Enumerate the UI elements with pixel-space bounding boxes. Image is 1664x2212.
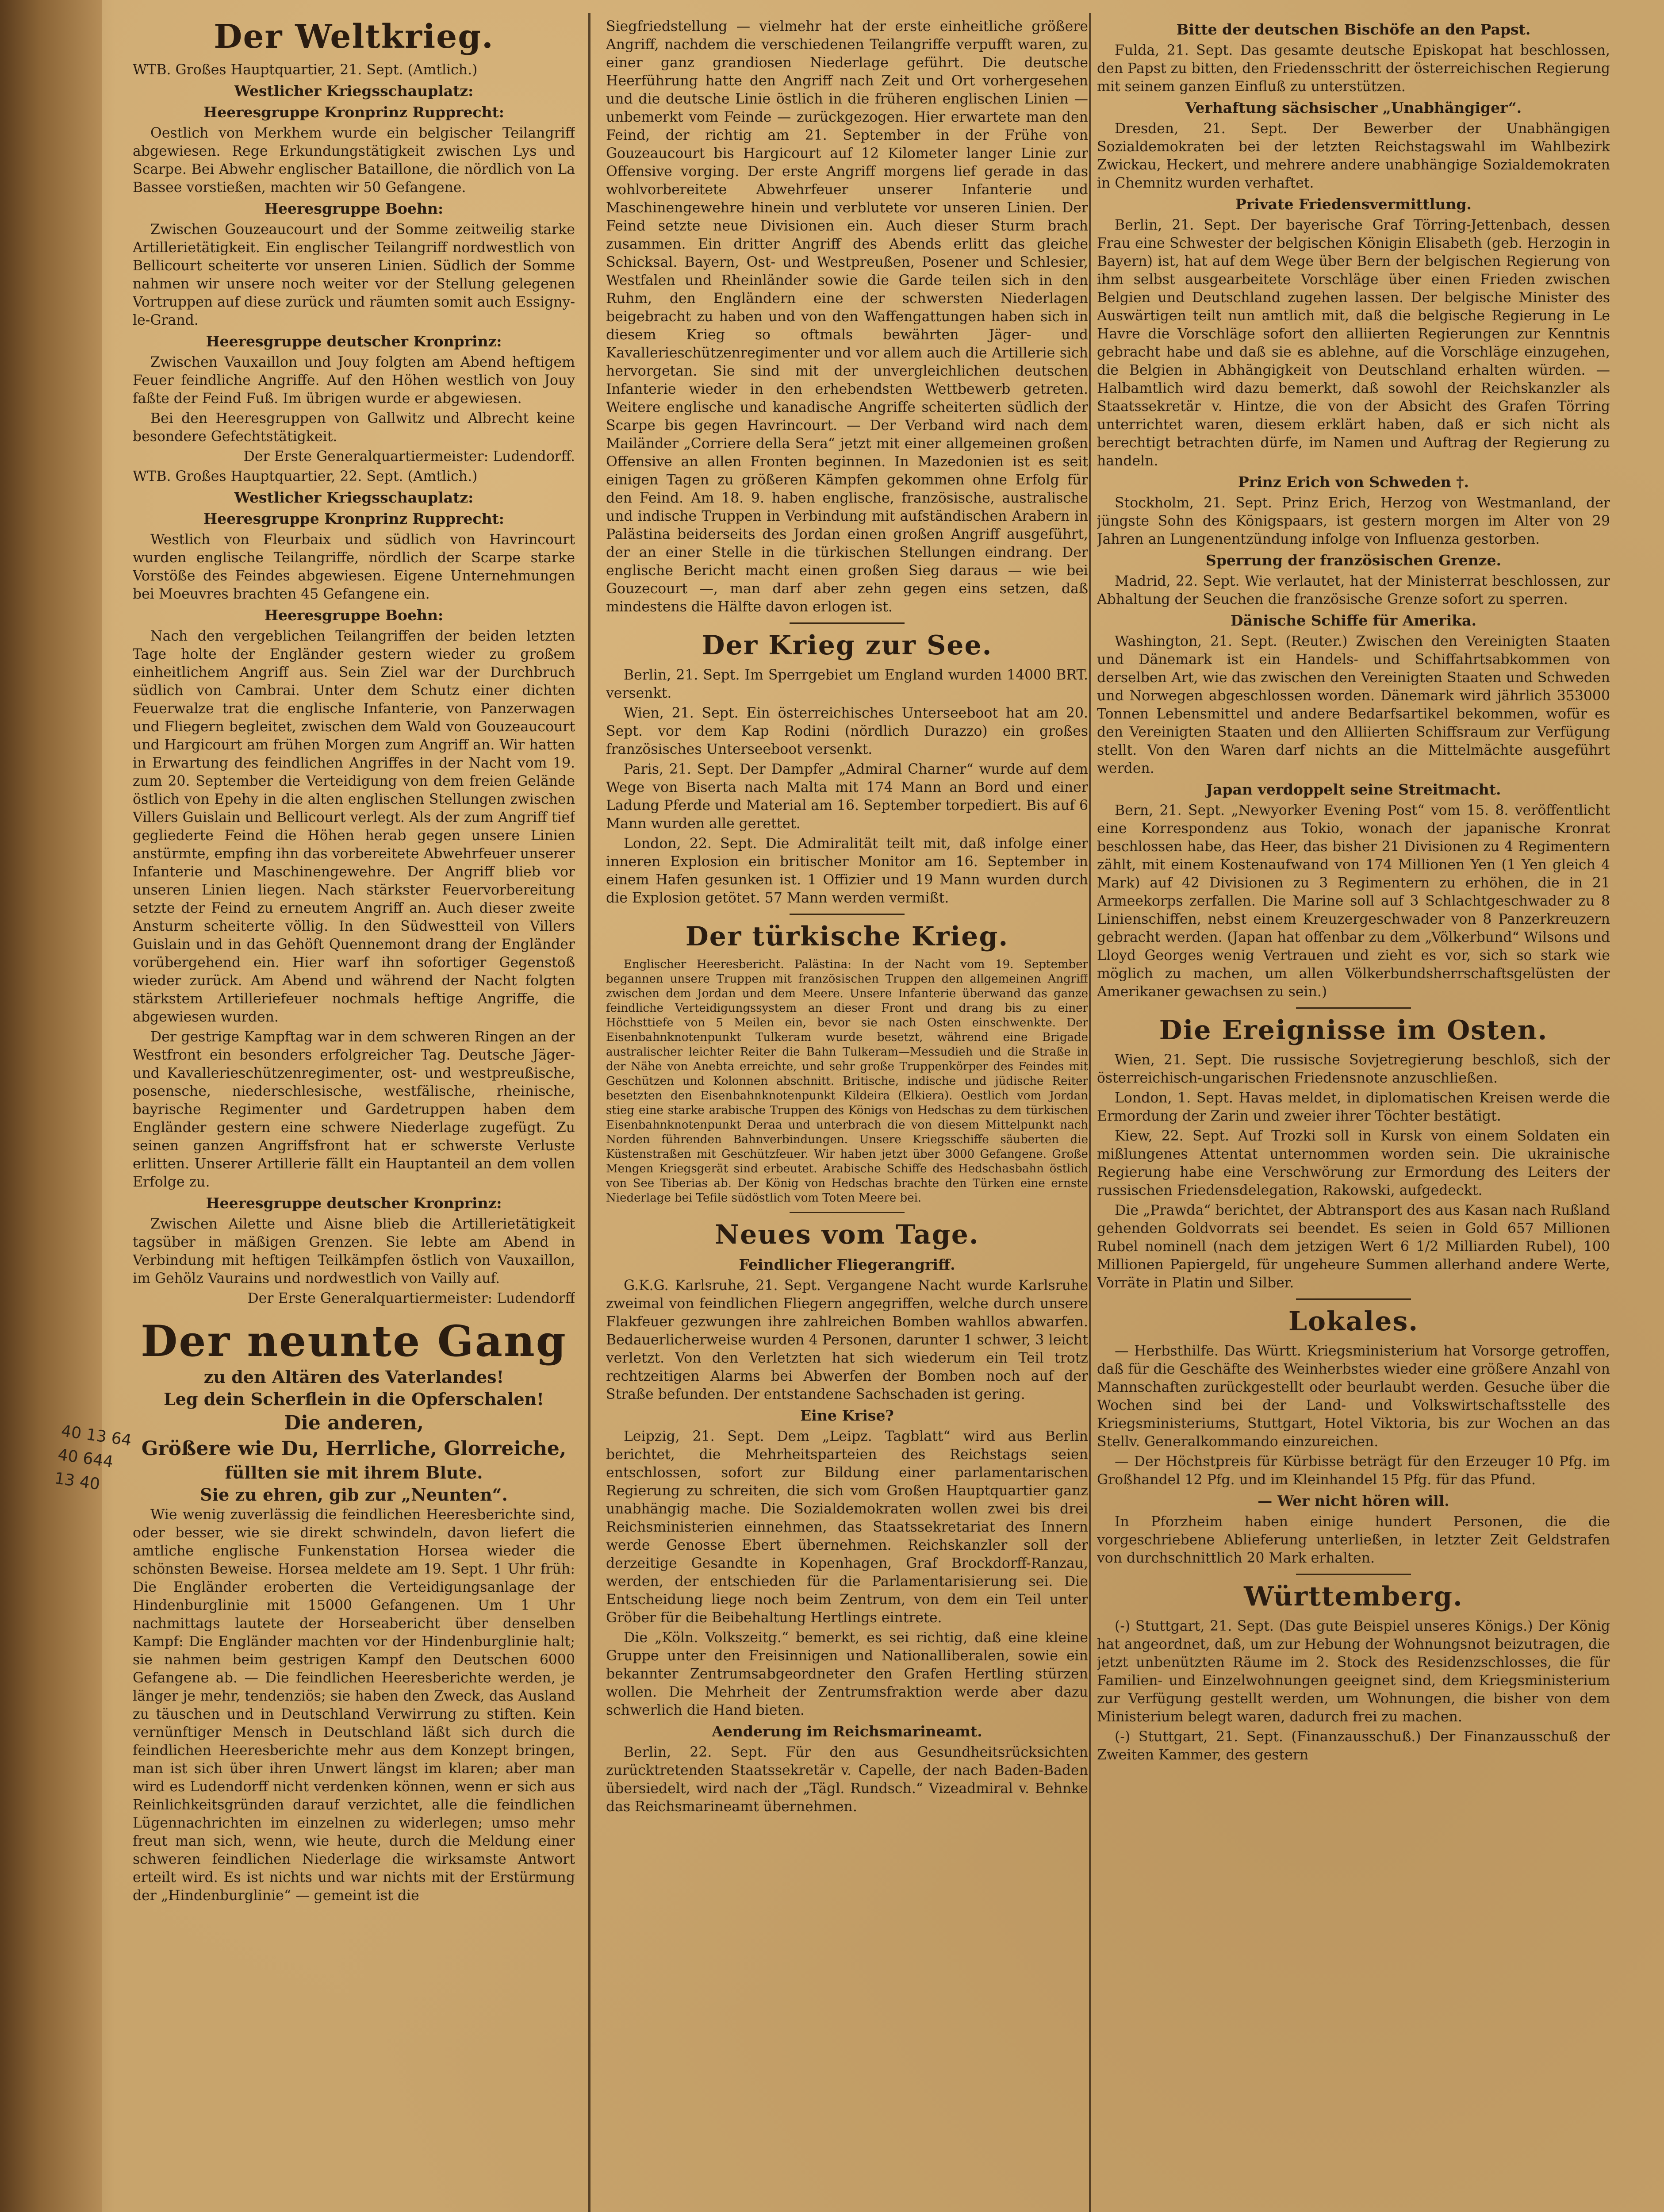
theater-heading: Westlicher Kriegsschauplatz: (234, 489, 474, 506)
army-group-heading: Heeresgruppe deutscher Kronprinz: (206, 333, 502, 350)
article-paragraph: Die „Köln. Volkszeitg.“ bemerkt, es sei richtig, daß eine kleine Gruppe unter den Freisinnigen und Nationalliberalen, sowie ein bekannter Zentrumsabgeordneter den Grafen Hertling stürzen wollen. Die Mehrheit der Zentrumsfraktion werde aber dazu schwerlich die Hand bieten. (606, 1630, 1088, 1718)
column-rule (588, 13, 590, 2212)
article-heading: Japan verdoppelt seine Streitmacht. (1206, 781, 1501, 798)
article-paragraph: London, 1. Sept. Havas meldet, in diplomatischen Kreisen werde die Ermordung der Zarin und zweier ihrer Töchter bestätigt. (1097, 1090, 1610, 1124)
article-paragraph: (-) Stuttgart, 21. Sept. (Das gute Beispiel unseres Königs.) Der König hat angeordnet, daß, um zur Hebung der Wohnungsnot beizutragen, die jetzt unbenützten Räume im 2. Stock des Residenzschlosses, die für Familien- und Einzelwohnungen geeignet sind, dem Kriegsministerium zur Verfügung gestellt werden, um Wohnungen, die bisher von dem Ministerium belegt waren, dadurch frei zu machen. (1097, 1618, 1610, 1725)
article-paragraph: Oestlich von Merkhem wurde ein belgischer Teilangriff abgewiesen. Rege Erkundungstätigkeit zwischen Lys und Scarpe. Bei Abwehr englischer Bataillone, die nördlich von La Bassee vorstießen, machten wir 50 Gefangene. (133, 125, 575, 196)
appeal-line: Leg dein Scherflein in die Opferschalen! (164, 1389, 544, 1409)
article-paragraph: Nach den vergeblichen Teilangriffen der beiden letzten Tage holte der Engländer gestern wieder zu großem einheitlichem Angriff aus. Sein Ziel war der Durchbruch südlich von Cambrai. Unter dem Schutz einer dichten Feuerwalze trat die englische Infanterie, von Panzerwagen und Fliegern begleitet, zwischen dem Wald von Gouzeaucourt und Hargicourt am frühen Morgen zum Angriff an. Wir hatten in Erwartung des feindlichen Angriffes in der Nacht vom 19. zum 20. September die Verteidigung von dem freien Gelände östlich von Epehy in die alten englischen Stellungen zwischen Villers Guislain und Bellicourt verlegt. Als der zum Angriff tief gegliederte Feind die Höhen herab gegen unsere Linien anstürmte, empfing ihn das vorbereitete Abwehrfeuer unserer Infanterie und Maschinengewehre. Der Angriff blieb vor unseren Linien liegen. Nach stärkster Feuervorbereitung setzte der Feind zu erneutem Angriff an. Auch dieser zweite Ansturm scheiterte völlig. In den Südwestteil von Villers Guislain und in das Gehöft Quennemont drang der Engländer vorübergehend ein. Hier warf ihn sofortiger Gegenstoß wieder zurück. Am Abend und während der Nacht folgten stärkstem Artilleriefeuer nochmals heftige Angriffe, die abgewiesen wurden. (133, 628, 575, 1025)
divider (790, 1212, 905, 1213)
article-paragraph: Stockholm, 21. Sept. Prinz Erich, Herzog von Westmanland, der jüngste Sohn des Königspaars, ist gestern morgen im Alter von 29 Jahren an Lungenentzündung infolge von Influenza gestorben. (1097, 495, 1610, 547)
section-title-tage: Neues vom Tage. (715, 1219, 979, 1250)
appeal-line: füllten sie mit ihrem Blute. (225, 1463, 483, 1482)
appeal-line: Sie zu ehren, gib zur „Neunten“. (200, 1485, 508, 1505)
article-paragraph: Berlin, 22. Sept. Für den aus Gesundheitsrücksichten zurücktretenden Staatssekretär v. Capelle, der nach Baden-Baden übersiedelt, wird nach der „Tägl. Rundsch.“ Vizeadmiral v. Behnke das Reichsmarineamt übernehmen. (606, 1744, 1088, 1815)
appeal-title: Der neunte Gang (141, 1316, 567, 1366)
article-heading: Prinz Erich von Schweden †. (1238, 473, 1469, 491)
section-title-weltkrieg: Der Weltkrieg. (214, 18, 494, 56)
article-paragraph: Berlin, 21. Sept. Der bayerische Graf Törring-Jettenbach, dessen Frau eine Schwester der belgischen Königin Elisabeth (geb. Herzogin in Bayern) ist, hat auf dem Wege über Bern der belgischen Regierung von ihm selbst ausgearbeitete Vorschläge über einen Frieden zwischen Belgien und Deutschland zugehen lassen. Der belgische Minister des Auswärtigen teilt nun amtlich mit, daß die belgische Regierung in Le Havre die Vorschläge sofort den alliierten Regierungen zur Kenntnis gebracht habe und daß sie es ablehne, auf die Vorschläge einzugehen, die Belgien in Abhängigkeit von Deutschland erhalten würden. — Halbamtlich wird dazu bemerkt, daß sowohl der Reichskanzler als Staatssekretär v. Hintze, die von der Absicht des Grafen Törring unterrichtet waren, diesem erklärt haben, daß er sich nicht als berechtigt betrachten dürfe, im Namen und Auftrag der Regierung zu handeln. (1097, 217, 1610, 469)
army-group-heading: Heeresgruppe Kronprinz Rupprecht: (203, 104, 504, 121)
article-paragraph: Paris, 21. Sept. Der Dampfer „Admiral Charner“ wurde auf dem Wege von Biserta nach Malta mit 174 Mann an Bord und einer Ladung Pferde und Material am 16. September torpediert. Bis auf 6 Mann wurden alle gerettet. (606, 761, 1088, 832)
article-paragraph: Siegfriedstellung — vielmehr hat der erste einheitliche größere Angriff, nachdem die verschiedenen Teilangriffe verpufft waren, zu einer ganz grandiosen Niederlage geführt. Die deutsche Heerführung hatte den Angriff nach Zeit und Ort vorhergesehen und die deutsche Linie östlich in die früheren englischen Linien — unbemerkt vom Feinde — zurückgezogen. Hier erwartete man den Feind, der richtig am 21. September in der Frühe von Gouzeaucourt bis Hargicourt auf 12 Kilometer langer Linie zur Offensive vorging. Der erste Angriff morgens lief gerade in das wohlvorbereitete Abwehrfeuer unserer Infanterie und Maschinengewehre hinein und verblutete vor unseren Linien. Der Feind setzte neue Divisionen ein. Auch dieser Sturm brach zusammen. Ein dritter Angriff des Abends erlitt das gleiche Schicksal. Bayern, Ost- und Westpreußen, Posener und Schlesier, Westfalen und Rheinländer sowie die Garde teilen sich in den Ruhm, den Engländern eine der schwersten Niederlagen beigebracht zu haben und von den Waffengattungen haben sich in diesem Krieg so oftmals bewährten Jäger- und Kavallerieschützenregimenter und vor allem auch die Artillerie sich hervorgetan. Sie sind mit der unvergleichlichen deutschen Infanterie wieder in den erhebendsten Wettbewerb getreten. Weitere englische und kanadische Angriffe scheiterten südlich der Scarpe bis gegen Havrincourt. — Der Verband wird nach dem Mailänder „Corriere della Sera“ jetzt mit einer allgemeinen großen Offensive an allen Fronten beginnen. In Mazedonien ist es seit einigen Tagen zu größeren Kämpfen gekommen ohne Erfolg für den Feind. Am 18. 9. haben englische, französische, australische und indische Truppen in Verbindung mit aufständischen Arabern in Palästina beiderseits des Jordan einen großen Angriff ausgeführt, der an einer Stelle in die türkischen Stellungen eindrang. Der englische Bericht macht einen großen Sieg daraus — wie bei Gouzecourt —, man darf aber zehn gegen eins setzen, daß mindestens die Hälfte davon erlogen ist. (606, 19, 1088, 615)
article-heading: Verhaftung sächsischer „Unabhängiger“. (1185, 99, 1522, 116)
article-heading: Bitte der deutschen Bischöfe an den Papst. (1176, 21, 1531, 38)
section-title-lokales: Lokales. (1288, 1306, 1419, 1337)
divider (1296, 1298, 1411, 1300)
article-paragraph: Bei den Heeresgruppen von Gallwitz und Albrecht keine besondere Gefechtstätigkeit. (133, 411, 575, 445)
article-paragraph: Englischer Heeresbericht. Palästina: In der Nacht vom 19. September begannen unsere Truppen mit französischen Truppen den allgemeinen Angriff zwischen dem Jordan und dem Meere. Unsere Infanterie überwand das ganze feindliche Verteidigungssystem an dieser Front und drang bis zu einer Höchsttiefe von 5 Meilen ein, bevor sie nach Osten einschwenkte. Der Eisenbahnknotenpunkt Tulkeram wurde besetzt, während eine Brigade australischer leichter Reiter die Bahn Tulkeram—Messudieh und die Straße in der Nähe von Anebta erreichte, und sehr große Truppenkörper des Feindes mit Geschützen und Kolonnen abschnitt. Britische, indische und jüdische Reiter besetzten den Eisenbahnknotenpunkt Kildeira (Elkiera). Oestlich vom Jordan stieg eine starke arabische Truppen des Königs von Hedschas zu dem türkischen Eisenbahnknotenpunkt Deraa und unterbrach die von diesem Mittelpunkt nach Norden führenden Bahnverbindungen. Unsere Kriegsschiffe säuberten die Küstenstraßen mit Geschützfeuer. Wir haben jetzt über 3000 Gefangene. Große Mengen Kriegsgerät sind erbeutet. Arabische Schiffe des Hedschasbahn östlich von See Tiberias ab. Der König von Hedschas brachte den Türken eine ernste Niederlage bei Tefile südöstlich vom Toten Meere bei. (606, 958, 1088, 1205)
section-title-tuerk: Der türkische Krieg. (685, 921, 1009, 952)
article-heading: Feindlicher Fliegerangriff. (739, 1256, 955, 1273)
report-header: WTB. Großes Hauptquartier, 22. Sept. (Amtlich.) (133, 469, 478, 484)
army-group-heading: Heeresgruppe deutscher Kronprinz: (206, 1194, 502, 1212)
article-heading: Private Friedensvermittlung. (1235, 196, 1472, 213)
article-paragraph: — Herbsthilfe. Das Württ. Kriegsministerium hat Vorsorge getroffen, daß für die Geschäfte des Weinherbstes wieder eine größere Anzahl von Mannschaften zurückgestellt oder beurlaubt werden. Gesuche über die Wochen sind bei der Land- und Volkswirtschaftsstelle des Kriegsministeriums, Stuttgart, Hotel Viktoria, bis zur Wochen an das Stellv. Generalkommando einzureichen. (1097, 1343, 1610, 1450)
divider (1296, 1574, 1411, 1575)
article-paragraph: Zwischen Vauxaillon und Jouy folgten am Abend heftigem Feuer feindliche Angriffe. Auf den Höhen westlich von Jouy faßte der Feind Fuß. Im übrigen wurde er abgewiesen. (133, 354, 575, 407)
divider (790, 914, 905, 915)
article-heading: Eine Krise? (800, 1407, 894, 1424)
article-paragraph: Bern, 21. Sept. „Newyorker Evening Post“ vom 15. 8. veröffentlicht eine Korrespondenz aus Tokio, wonach der japanische Kronrat beschlossen habe, das Heer, das bisher 21 Divisionen zu 4 Regimentern zählt, mit einem Kostenaufwand von 174 Millionen Yen (1 Yen gleich 4 Mark) auf 42 Divisionen zu 3 Regimentern zu erhöhen, die in 21 Armeekorps zerfallen. Die Marine soll auf 3 Schlachtgeschwader zu 8 Linienschiffen, nebst einem Kreuzergeschwader von 8 Panzerkreuzern gebracht werden. (Japan hat offenbar zu dem „Völkerbund“ Wilsons und Lloyd Georges wenig Vertrauen und zieht es vor, sich so stark wie möglich zu machen, um allen Völkerbundsherrschaftsgelüsten der Amerikaner gewachsen zu sein.) (1097, 803, 1610, 1000)
section-title-see: Der Krieg zur See. (702, 630, 993, 661)
article-heading: — Wer nicht hören will. (1258, 1492, 1449, 1509)
article-paragraph: Berlin, 21. Sept. Im Sperrgebiet um England wurden 14000 BRT. versenkt. (606, 667, 1088, 701)
army-group-heading: Heeresgruppe Kronprinz Rupprecht: (203, 510, 504, 527)
article-paragraph: Zwischen Gouzeaucourt und der Somme zeitweilig starke Artillerietätigkeit. Ein englischer Teilangriff nordwestlich von Bellicourt scheiterte vor unseren Linien. Südlich der Somme nahmen wir unsere noch weiter vor der Stellung gelegenen Vortruppen auf diese zurück und räumten somit auch Essigny-le-Grand. (133, 222, 575, 328)
article-paragraph: Wie wenig zuverlässig die feindlichen Heeresberichte sind, oder besser, wie sie direkt schwindeln, davon liefert die amtliche englische Funkenstation Horsea wieder die schönsten Beweise. Horsea meldete am 19. Sept. 1 Uhr früh: Die Engländer eroberten die Verteidigungsanlage der Hindenburglinie mit 15000 Gefangenen. Um 1 Uhr nachmittags lautete der Horseabericht über denselben Kampf: Die Engländer machten vor der Hindenburglinie halt; sie nahmen beim gestrigen Kampf den Deutschen 6000 Gefangene ab. — Die feindlichen Heeresberichte werden, je länger je mehr, tendenziös; sie haben den Zweck, das Ausland zu täuschen und in Deutschland Verwirrung zu stiften. Kein vernünftiger Mensch in Deutschland läßt sich durch die feindlichen Heeresberichte mehr aus dem Konzept bringen, man ist sich über ihren Unwert längst im klaren; aber man wird es Ludendorff nicht verdenken können, wenn er sich aus Reinlichkeitsgründen darauf verzichtet, alle die feindlichen Lügennachrichten im einzelnen zu widerlegen; umso mehr freut man sich, wenn, wie heute, durch die Meldung einer schweren feindlichen Niederlage die wirksamste Antwort erteilt wird. Es ist nichts und war nichts mit der Erstürmung der „Hindenburglinie“ — gemeint ist die (133, 1507, 575, 1904)
binding-spine (0, 0, 102, 2212)
article-paragraph: (-) Stuttgart, 21. Sept. (Finanzausschuß.) Der Finanzausschuß der Zweiten Kammer, des gestern (1097, 1729, 1610, 1763)
article-paragraph: Die „Prawda“ berichtet, der Abtransport des aus Kasan nach Rußland gehenden Goldvorrats sei beendet. Es seien in Gold 657 Millionen Rubel nominell (nach dem jetzigen Wert 6 1/2 Milliarden Rubel), 100 Millionen Papiergeld, für ungeheure Summen allerhand andere Werte, Vorräte in Platin und Silber. (1097, 1202, 1610, 1291)
appeal-line: zu den Altären des Vaterlandes! (203, 1367, 504, 1387)
article-paragraph: — Der Höchstpreis für Kürbisse beträgt für den Erzeuger 10 Pfg. im Großhandel 12 Pfg. und im Kleinhandel 15 Pfg. für das Pfund. (1097, 1454, 1610, 1488)
article-paragraph: Washington, 21. Sept. (Reuter.) Zwischen den Vereinigten Staaten und Dänemark ist ein Handels- und Schiffahrtsabkommen von derselben Art, wie das zwischen den Vereinigten Staaten und Schweden und Norwegen abgeschlossen worden. Dänemark wird jährlich 353000 Tonnen Lebensmittel und andere Bedarfsartikel bekommen, wofür es den Vereinigten Staaten und den Alliierten Schiffsraum zur Verfügung stellt. Von den Waren darf nichts an die Mittelmächte ausgeführt werden. (1097, 634, 1610, 776)
article-paragraph: Wien, 21. Sept. Ein österreichisches Unterseeboot hat am 20. Sept. vor dem Kap Rodini (nördlich Durazzo) ein großes französisches Unterseeboot versenkt. (606, 705, 1088, 757)
article-paragraph: Wien, 21. Sept. Die russische Sovjetregierung beschloß, sich der österreichisch-ungarischen Friedensnote anzuschließen. (1097, 1052, 1610, 1086)
article-paragraph: In Pforzheim haben einige hundert Personen, die die vorgeschriebene Ablieferung unterließen, in letzter Zeit Geldstrafen von durchschnittlich 20 Mark erhalten. (1097, 1514, 1610, 1566)
signature: Der Erste Generalquartiermeister: Ludendorff. (243, 449, 575, 465)
divider (790, 622, 905, 624)
article-paragraph: Der gestrige Kampftag war in dem schweren Ringen an der Westfront ein besonders erfolgreicher Tag. Deutsche Jäger- und Kavallerieschützenregimenter, ost- und westpreußische, posensche, niederschlesische, westfälische, rheinische, bayrische Regimenter und Gardetruppen haben dem Engländer gestern eine schwere Niederlage zugefügt. Zu seinen ganzen Angriffsfront hat er schwerste Verluste erlitten. Unserer Artillerie fällt ein Hauptanteil an dem vollen Erfolge zu. (133, 1029, 575, 1190)
signature: Der Erste Generalquartiermeister: Ludendorff (247, 1290, 575, 1306)
appeal-line: Die anderen, (284, 1412, 424, 1434)
article-paragraph: Kiew, 22. Sept. Auf Trozki soll in Kursk von einem Soldaten ein mißlungenes Attentat unternommen worden sein. Die ukrainische Regierung habe eine Verschwörung zur Ermordung des Leiters der russischen Friedensdelegation, Rakowski, aufgedeckt. (1097, 1128, 1610, 1198)
report-header: WTB. Großes Hauptquartier, 21. Sept. (Amtlich.) (133, 62, 478, 78)
appeal-line: Größere wie Du, Herrliche, Glorreiche, (141, 1437, 567, 1460)
theater-heading: Westlicher Kriegsschauplatz: (234, 82, 474, 100)
article-paragraph: G.K.G. Karlsruhe, 21. Sept. Vergangene Nacht wurde Karlsruhe zweimal von feindlichen Fliegern angegriffen, welche durch unsere Flakfeuer gezwungen ihre zahlreichen Bomben wahllos abwarfen. Bedauerlicherweise wurden 4 Personen, darunter 1 schwer, 3 leicht verletzt. Von den Verletzten hat sich wiederum ein Teil trotz rechtzeitigen Alarms bei Abwerfen der Bomben noch auf der Straße befunden. Der entstandene Sachschaden ist gering. (606, 1278, 1088, 1402)
article-paragraph: London, 22. Sept. Die Admiralität teilt mit, daß infolge einer inneren Explosion ein britischer Monitor am 16. September in einem Hafen gesunken ist. 1 Offizier und 19 Mann wurden durch die Explosion getötet. 57 Mann werden vermißt. (606, 836, 1088, 906)
article-heading: Sperrung der französischen Grenze. (1206, 552, 1501, 569)
article-heading: Dänische Schiffe für Amerika. (1231, 612, 1476, 629)
section-title-osten: Die Ereignisse im Osten. (1159, 1015, 1548, 1046)
article-paragraph: Westlich von Fleurbaix und südlich von Havrincourt wurden englische Teilangriffe, nördlich der Scarpe starke Vorstöße des Feindes abgewiesen. Eigene Unternehmungen bei Moeuvres brachten 45 Gefangene ein. (133, 532, 575, 602)
column-2 (606, 18, 1088, 2212)
handwritten-margin-note: 40 13 64 40 644 13 40 (53, 1422, 133, 1494)
army-group-heading: Heeresgruppe Boehn: (264, 607, 444, 624)
article-heading: Aenderung im Reichsmarineamt. (712, 1723, 982, 1740)
article-paragraph: Dresden, 21. Sept. Der Bewerber der Unabhängigen Sozialdemokraten bei der letzten Reichstagswahl im Wahlbezirk Zwickau, Heckert, und mehrere andere unabhängige Sozialdemokraten in Chemnitz wurden verhaftet. (1097, 121, 1610, 191)
column-rule (1089, 13, 1091, 2212)
article-paragraph: Zwischen Ailette und Aisne blieb die Artillerietätigkeit tagsüber in mäßigen Grenzen. Sie lebte am Abend in Verbindung mit heftigen Teilkämpfen östlich von Vauxaillon, im Gehölz Vaurains und nordwestlich von Vailly auf. (133, 1216, 575, 1286)
article-paragraph: Leipzig, 21. Sept. Dem „Leipz. Tagblatt“ wird aus Berlin berichtet, die Mehrheitsparteien des Reichstags seien entschlossen, sofort zur Bildung einer parlamentarischen Regierung zu schreiten, die sich vom Großen Hauptquartier ganz unabhängig mache. Die Sozialdemokraten wollen zwei bis drei Reichsministerien einnehmen, das Staatssekretariat des Innern werde Genosse Ebert übernehmen. Reichskanzler soll der derzeitige Gesandte in Kopenhagen, Graf Brockdorff-Ranzau, werden, der entschieden für die Parlamentarisierung sei. Die Entscheidung liege noch beim Zentrum, von dem ein Teil unter Gröber für die Beibehaltung Hertlings eintrete. (606, 1429, 1088, 1626)
column-1 (133, 18, 575, 2212)
article-paragraph: Fulda, 21. Sept. Das gesamte deutsche Episkopat hat beschlossen, den Papst zu bitten, den Friedensschritt der österreichischen Regierung mit seinem ganzen Einfluß zu unterstützen. (1097, 42, 1610, 95)
army-group-heading: Heeresgruppe Boehn: (264, 200, 444, 217)
divider (1296, 1007, 1411, 1009)
column-3 (1097, 18, 1610, 2212)
article-paragraph: Madrid, 22. Sept. Wie verlautet, hat der Ministerrat beschlossen, zur Abhaltung der Seuchen die französische Grenze sofort zu sperren. (1097, 573, 1610, 607)
section-title-wuerttemberg: Württemberg. (1244, 1581, 1463, 1612)
